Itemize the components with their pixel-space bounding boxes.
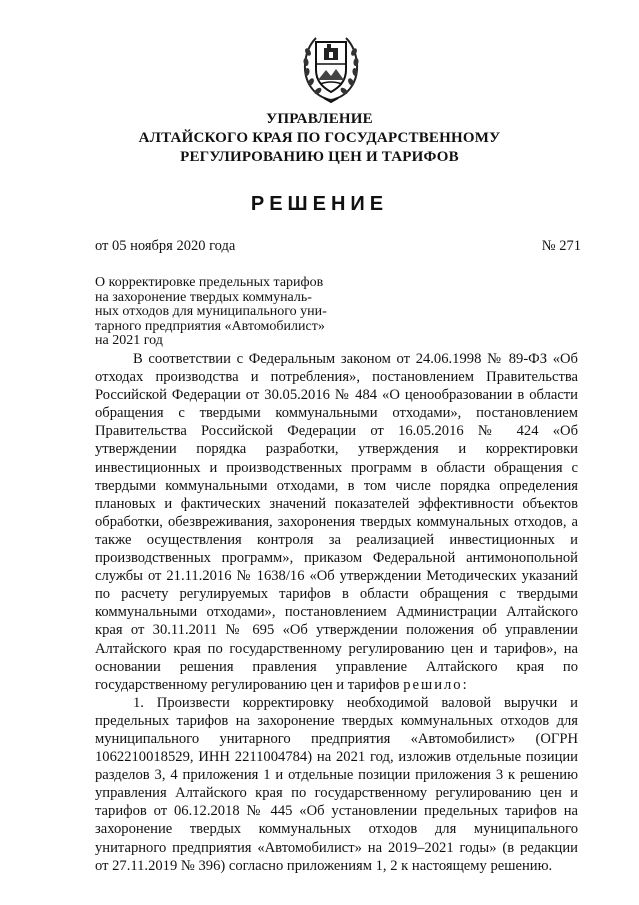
document-subject xyxy=(95,276,340,349)
preamble-colon: : xyxy=(462,676,467,693)
subject-line-2: на захоронение твердых коммуналь- xyxy=(95,289,312,305)
authority-line-1: УПРАВЛЕНИЕ xyxy=(266,111,373,127)
document-body xyxy=(95,350,578,875)
subject-line-3: ных отходов для муниципального уни- xyxy=(95,304,327,319)
authority-line-3: РЕГУЛИРОВАНИЮ ЦЕН И ТАРИФОВ xyxy=(180,149,459,165)
altai-krai-coat-of-arms-icon xyxy=(300,30,362,104)
decided-word: решило xyxy=(403,676,463,693)
authority-line-2: АЛТАЙСКОГО КРАЯ ПО ГОСУДАРСТВЕННОМУ xyxy=(138,130,501,146)
preamble-paragraph xyxy=(95,350,578,694)
issuing-authority-heading xyxy=(60,110,579,167)
subject-line-1: О корректировке предельных тарифов xyxy=(95,275,324,290)
document-type-title: РЕШЕНИЕ xyxy=(250,193,389,215)
subject-line-4: тарного предприятия «Автомобилист» xyxy=(95,318,325,334)
clause-1-paragraph: 1. Произвести корректировку необходимой валовой выручки и предельных тарифов на захоронение твердых коммунальных отходов для муниципального унитарного предприятия «Автомобилист» (ОГРН 1062210018529, ИНН 2211004784) на 2021 год, изложив отдельные позиции разделов 3, 4 приложения 1 и отдельные позиции приложения 3 к решению управления Алтайского края по государственному регулированию цен и тарифов от 06.12.2018 № 445 «Об установлении предельных тарифов на захоронение твердых коммунальных отходов для муниципального унитарного предприятия «Автомобилист» на 2019–2021 годы» (в редакции от 27.11.2019 № 396) согласно приложениям 1, 2 к настоящему решению. xyxy=(95,694,578,874)
document-number: № 271 xyxy=(541,238,581,254)
preamble-text: В соответствии с Федеральным законом от 24.06.1998 № 89-ФЗ «Об отходах производства и потребления», постановлением Правительства Российской Федерации от 30.05.2016 № 484 «О ценообразовании в области обращения с твердыми коммунальными отходами», постановлением Правительства Российской Федерации от 16.05.2016 № 424 «Об утверждении порядка разработки, утверждения и корректировки инвестиционных и производственных программ в области обращения с твердыми коммунальными отходами, в том числе порядка определения плановых и фактических значений показателей эффективности объектов обработки, обезвреживания, захоронения твердых коммунальных отходов, а также осуществления контроля за реализацией инвестиционных и производственных программ», приказом Федеральной антимонопольной службы от 21.11.2016 № 1638/16 «Об утверждении Методических указаний по расчету регулируемых тарифов в области обращения с твердыми коммунальными отходами», постановлением Администрации Алтайского края от 30.11.2011 № 695 «Об утверждении положения об управлении Алтайского края по государственному регулированию цен и тарифов», на основании решения правления управление Алтайского края по государственному регулированию цен и тарифов xyxy=(95,351,578,693)
subject-line-5: на 2021 год xyxy=(95,333,163,348)
document-date: от 05 ноября 2020 года xyxy=(95,238,236,254)
